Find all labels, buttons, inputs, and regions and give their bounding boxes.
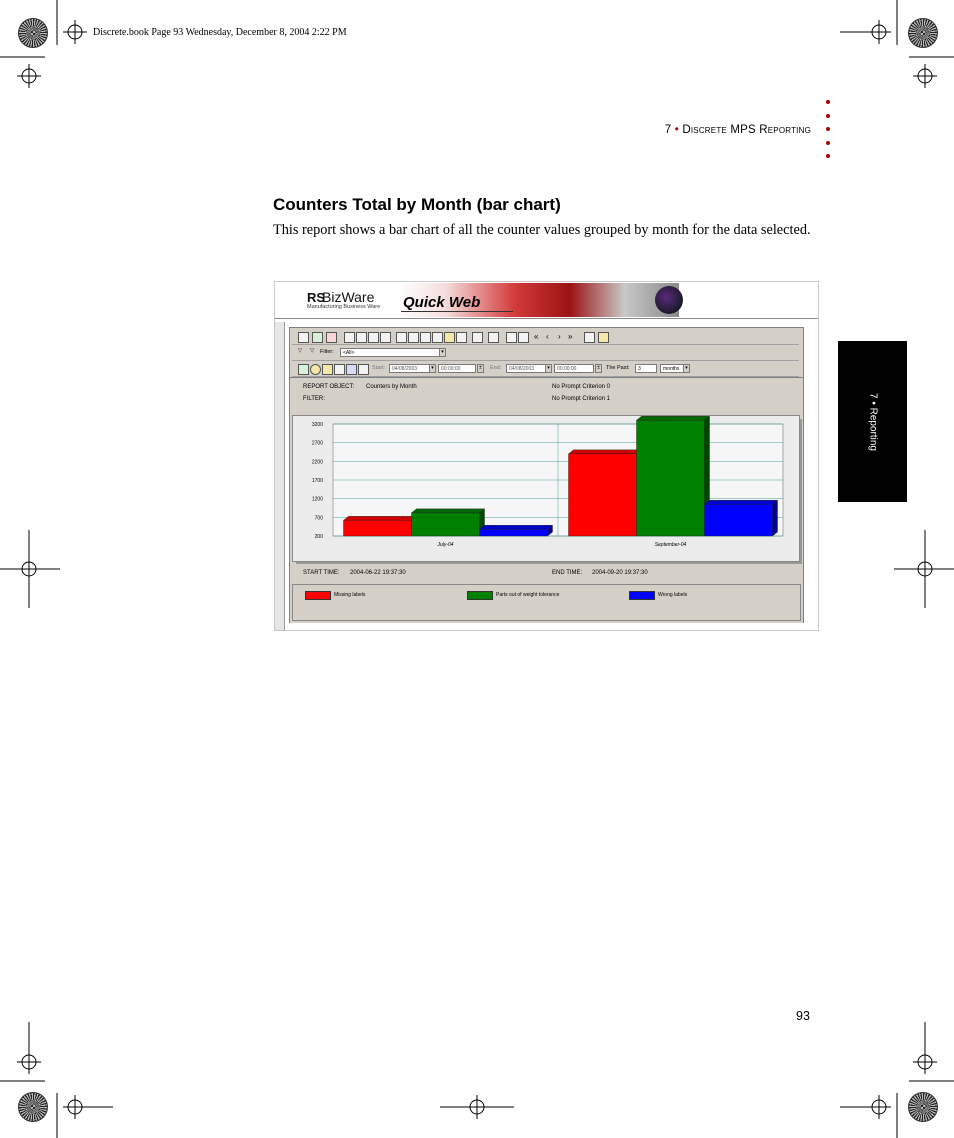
legend-label-missing: Missing labels	[334, 592, 366, 598]
filter-toolbar	[292, 345, 799, 361]
app-banner	[289, 283, 679, 317]
prev-page-icon[interactable]: ‹	[546, 332, 549, 341]
zoom-out-icon[interactable]	[518, 332, 529, 343]
next-page-icon[interactable]: ›	[558, 332, 561, 341]
calendar-icon[interactable]	[298, 364, 309, 375]
past-unit-dropdown-icon[interactable]: ▾	[683, 364, 690, 373]
print-preview-icon[interactable]	[298, 332, 309, 343]
legend-swatch-weight	[467, 591, 493, 600]
bar	[637, 420, 705, 536]
report-frame	[289, 327, 804, 623]
bar-chart-icon[interactable]	[396, 332, 407, 343]
running-head-bullet: •	[674, 124, 679, 136]
side-tab-label: 7 • Reporting	[867, 392, 878, 451]
filter-funnel-icon[interactable]: ▽	[298, 348, 303, 354]
y-tick-label: 700	[314, 515, 323, 522]
print-slug: Discrete.book Page 93 Wednesday, December 8, 2004 2:22 PM	[93, 27, 347, 38]
bar	[569, 454, 637, 536]
export-pdf-icon[interactable]	[326, 332, 337, 343]
last-page-icon[interactable]: »	[568, 332, 573, 341]
folder-icon[interactable]	[444, 332, 455, 343]
logo-tagline: Manufacturing Business Ware	[307, 304, 381, 310]
main-toolbar	[292, 329, 799, 345]
export-excel-icon[interactable]	[312, 332, 323, 343]
logo-bizware: BizWare	[322, 289, 375, 305]
filter-dropdown-icon[interactable]: ▾	[439, 348, 446, 357]
bar-top	[637, 416, 710, 420]
y-tick-label: 3200	[311, 422, 323, 428]
start-date-dropdown[interactable]: ▾	[429, 364, 436, 373]
filter-clear-icon[interactable]: ▽	[310, 348, 315, 354]
legend-swatch-wrong	[629, 591, 655, 600]
start-time-field[interactable]: 00:00:00	[438, 364, 476, 373]
report-object-label: REPORT OBJECT:	[303, 384, 355, 390]
page-icon[interactable]	[380, 332, 391, 343]
start-date-field[interactable]: 04/08/2003	[389, 364, 435, 373]
printer-rosette-mark	[908, 18, 938, 48]
legend-label-wrong: Wrong labels	[658, 592, 688, 598]
start-time-value: 2004-06-22 19:37:30	[350, 570, 406, 576]
clock-icon[interactable]	[310, 364, 321, 375]
page-number: 93	[796, 1009, 810, 1023]
legend-label-weight: Parts out of weight tolerance	[496, 592, 560, 598]
filter-select[interactable]: <All>	[340, 348, 446, 357]
font-icon[interactable]	[456, 332, 467, 343]
past-label: The Past:	[606, 365, 630, 371]
bar-top	[480, 525, 553, 529]
chapter-side-tab	[838, 341, 907, 502]
running-head	[600, 124, 811, 136]
end-time-value: 2004-09-20 19:37:30	[592, 570, 648, 576]
start-label: Start:	[372, 365, 386, 371]
bar-top	[569, 450, 642, 454]
y-tick-label: 200	[314, 534, 323, 540]
banner-globe-icon	[655, 286, 683, 314]
column-chart-icon[interactable]	[408, 332, 419, 343]
image-icon[interactable]	[368, 332, 379, 343]
past-unit-select[interactable]: months	[660, 364, 690, 373]
criterion-1: No Prompt Criterion 1	[552, 396, 611, 402]
past-value-field[interactable]: 3	[635, 364, 657, 373]
end-time-spinner[interactable]: ±	[595, 364, 602, 373]
chart-legend	[292, 584, 801, 621]
bar-top	[344, 516, 417, 520]
criterion-0: No Prompt Criterion 0	[552, 384, 611, 390]
left-splitter[interactable]	[275, 322, 285, 630]
zoom-in-icon[interactable]	[506, 332, 517, 343]
save-icon[interactable]	[488, 332, 499, 343]
exit-icon[interactable]	[598, 332, 609, 343]
stacked-chart-icon[interactable]	[420, 332, 431, 343]
run-report-icon[interactable]	[334, 364, 345, 375]
logo-rs: RS	[307, 290, 326, 305]
first-page-icon[interactable]: «	[534, 332, 539, 341]
printer-rosette-mark	[18, 18, 48, 48]
start-time-spinner[interactable]: ±	[477, 364, 484, 373]
bar-top	[705, 500, 778, 504]
x-tick-label: September-04	[654, 542, 687, 548]
grid-icon[interactable]	[432, 332, 443, 343]
copy-icon[interactable]	[356, 332, 367, 343]
users-icon[interactable]	[322, 364, 333, 375]
section-paragraph: This report shows a bar chart of all the counter values grouped by month for the data selected.	[273, 222, 811, 238]
end-date-dropdown[interactable]: ▾	[545, 364, 552, 373]
bar-top	[412, 509, 485, 513]
bar-chart	[293, 416, 799, 561]
printer-rosette-mark	[18, 1092, 48, 1122]
bar	[412, 513, 480, 536]
y-tick-label: 2200	[311, 459, 323, 466]
section-heading: Counters Total by Month (bar chart)	[273, 195, 561, 214]
y-tick-label: 1700	[311, 478, 323, 484]
chart-container	[292, 415, 800, 562]
filter-label: Filter:	[320, 349, 334, 355]
report-object-value: Counters by Month	[366, 384, 417, 390]
print-icon[interactable]	[344, 332, 355, 343]
y-tick-label: 1200	[311, 496, 323, 503]
report-content	[290, 377, 803, 623]
x-tick-label: July-04	[437, 542, 454, 548]
start-time-label: START TIME:	[303, 570, 340, 576]
date-toolbar	[292, 361, 799, 377]
filter-meta-label: FILTER:	[303, 396, 325, 402]
end-date-field[interactable]: 04/08/2003	[506, 364, 552, 373]
bar	[344, 520, 412, 536]
end-label: End:	[490, 365, 502, 371]
printer-rosette-mark	[908, 1092, 938, 1122]
save-report-icon[interactable]	[346, 364, 357, 375]
bar	[480, 529, 548, 536]
y-tick-label: 2700	[311, 440, 323, 447]
legend-swatch-missing	[305, 591, 331, 600]
end-time-label: END TIME:	[552, 570, 583, 576]
end-time-field[interactable]: 00:00:00	[554, 364, 594, 373]
bar	[705, 504, 773, 536]
chapter-number: 7	[664, 124, 672, 136]
product-name: Quick Web	[403, 294, 481, 311]
report-screenshot	[274, 281, 819, 631]
refresh-icon[interactable]	[358, 364, 369, 375]
margin-dots	[826, 100, 830, 168]
chapter-title: Discrete MPS Reporting	[682, 124, 811, 136]
properties-icon[interactable]	[472, 332, 483, 343]
bar-side	[773, 500, 778, 536]
printer-icon[interactable]	[584, 332, 595, 343]
